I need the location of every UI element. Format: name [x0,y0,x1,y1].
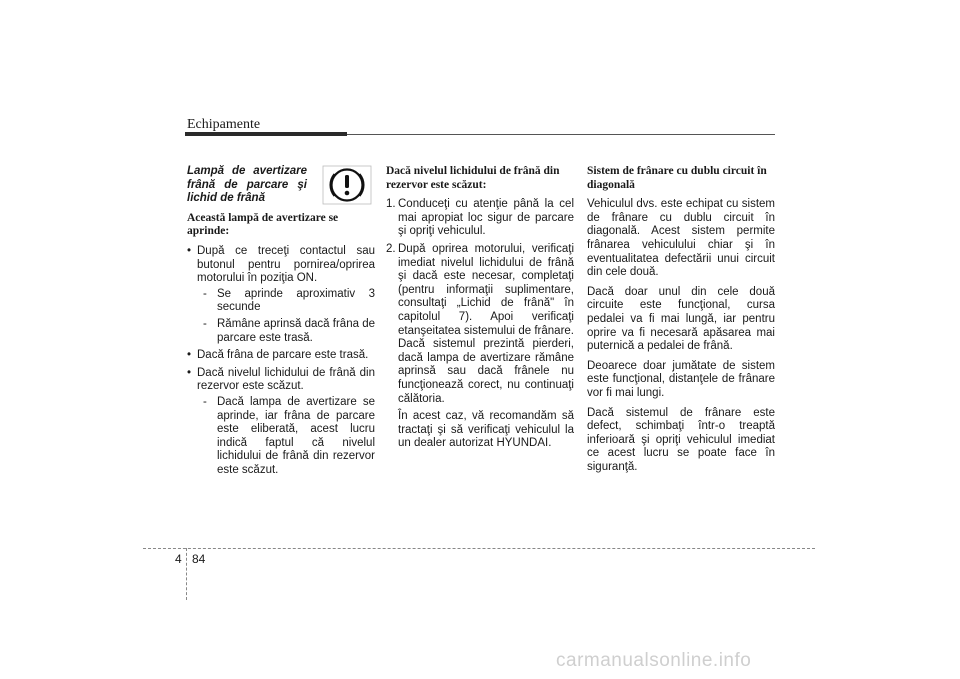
column-1 [187,165,375,481]
paragraph: Vehiculul dvs. este echipat cu sistem de frânare cu dublu circuit în diagonală. Acest sistem permite frânarea vehiculului chiar şi în eventualitatea defectării unui circuit din cele două. [587,198,775,279]
exclamation-circle-icon [322,165,372,205]
list-item [187,367,375,478]
footer-rule [143,548,815,549]
section-title: Echipamente [187,117,261,132]
footer-page-number: 84 [192,552,206,566]
lamp-conditions-list [187,245,375,478]
dual-circuit-heading: Sistem de frânare cu dublu circuit în diagonală [587,165,767,191]
list-item [386,198,574,239]
step-text: După oprirea motorului, verificaţi imediat nivelul lichidului de frână şi dacă este necesar, completaţi (pentru informaţii suplimentare, consultaţi „Lichid de frână" în capitolul 7). Apoi verificaţi etanşeitatea sistemului de frânare. Dacă sistemul prezintă pierderi, dacă lampa de avertizare rămâne aprinsă sau dacă frânele nu funcţionează corect, nu continuaţi călătoria. [398,242,574,405]
column-3 [587,165,775,480]
list-item [386,243,574,406]
paragraph: Deoarece doar jumătate de sistem este funcţional, distanţele de frânare vor fi mai lungi. [587,359,775,399]
low-fluid-heading: Dacă nivelul lichidului de frână din rezervor este scăzut: [386,165,560,191]
header-rule-thin [347,134,775,135]
step-text: Conduceţi cu atenţie până la cel mai apropiat loc sigur de parcare şi opriţi vehiculul. [398,198,574,238]
dealer-note: În acest caz, vă recomandăm să tractaţi şi să verificaţi vehiculul la un dealer autorizat HYUNDAI. [398,410,574,450]
list-item: - Rămâne aprinsă dacă frâna de parcare este trasă. [197,318,375,345]
paragraph: Dacă doar unul din cele două circuite este funcţional, cursa pedalei va fi mai lungă, iar pentru oprire va fi necesară apăsarea mai puternică a pedalei de frână. [587,285,775,353]
bullet-text: Dacă nivelul lichidului de frână din rezervor este scăzut. [197,366,375,393]
list-item [187,349,375,363]
column-2 [386,165,574,457]
list-item: - Dacă lampa de avertizare se aprinde, iar frâna de parcare este eliberată, acest lucru indică faptul că nivelul lichidului de frână din rezervor este scăzut. [197,396,375,478]
watermark: carmanualsonline.info [556,650,752,671]
bullet-text: Dacă frâna de parcare este trasă. [197,349,369,362]
step-number: 1. [386,198,396,211]
footer-divider [186,548,187,600]
low-fluid-steps [386,198,574,406]
lamp-intro: Această lampă de avertizare se aprinde: [187,211,339,238]
bullet-text: După ce treceţi contactul sau butonul pentru pornirea/oprirea motorului în poziţia ON. [197,244,375,285]
header-rule-thick [185,132,347,136]
step-number: 2. [386,242,396,255]
footer-section-number: 4 [175,552,182,566]
list-item: - Se aprinde aproximativ 3 secunde [197,288,375,315]
paragraph: Dacă sistemul de frânare este defect, schimbaţi într-o treaptă inferioară şi opriţi vehiculul imediat ce acest lucru se poate face în siguranţă. [587,406,775,473]
warning-lamp-title: Lampă de avertizare frână de parcare şi lichid de frână [187,165,307,205]
list-item [187,245,375,345]
